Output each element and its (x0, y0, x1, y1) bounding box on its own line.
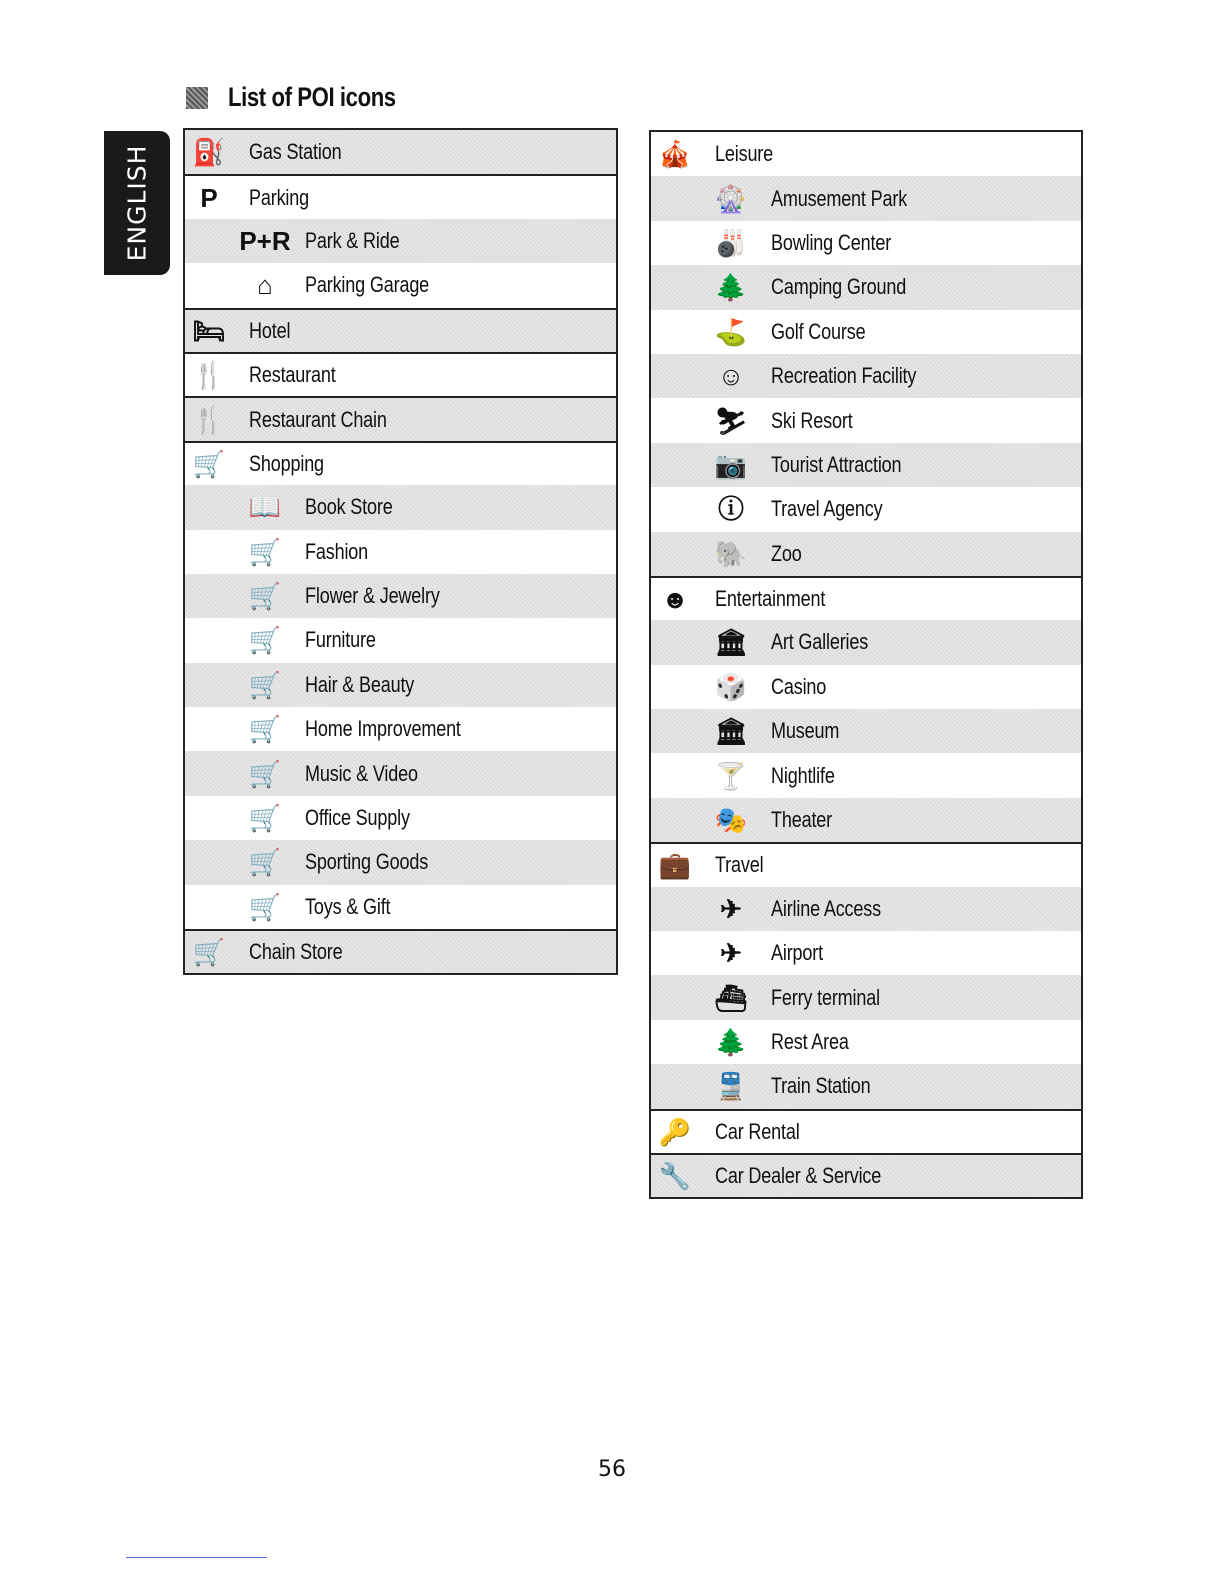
poi-label: Parking Garage (305, 272, 430, 298)
shopping-cart-icon: 🛒 (248, 536, 282, 567)
leisure-icon: 🎪 (658, 139, 692, 170)
shopping-cart-icon: 🛒 (248, 847, 282, 878)
poi-label: Car Rental (715, 1118, 800, 1144)
shopping-cart-icon: 🛒 (248, 625, 282, 656)
poi-row (651, 354, 1081, 398)
page-title: List of POI icons (228, 82, 396, 112)
poi-row (651, 576, 1081, 620)
poi-list-left (183, 128, 618, 975)
restaurant-icon: 🍴 (192, 360, 226, 391)
recreation-icon: ☺ (717, 361, 745, 392)
poi-row (651, 709, 1081, 753)
camera-icon: 📷 (714, 449, 748, 480)
parking-garage-icon: ⌂ (257, 270, 273, 301)
poi-row (185, 618, 616, 662)
poi-row (185, 174, 616, 218)
poi-row (651, 887, 1081, 931)
poi-row (185, 929, 616, 973)
poi-label: Book Store (305, 494, 393, 520)
poi-label: Airline Access (771, 895, 882, 921)
poi-label: Art Galleries (771, 629, 869, 655)
poi-label: Chain Store (249, 939, 343, 965)
poi-row (185, 263, 616, 307)
poi-label: Car Dealer & Service (715, 1163, 882, 1189)
section-bullet-icon (186, 87, 208, 109)
poi-label: Zoo (771, 540, 802, 566)
poi-label: Furniture (305, 627, 376, 653)
shopping-cart-icon: 🛒 (192, 448, 226, 479)
poi-label: Ski Resort (771, 407, 853, 433)
poi-label: Music & Video (305, 760, 418, 786)
info-icon: ⓘ (717, 494, 744, 525)
poi-label: Bowling Center (771, 229, 892, 255)
elephant-icon: 🐘 (714, 538, 748, 569)
poi-label: Amusement Park (771, 185, 908, 211)
poi-row (651, 1153, 1081, 1197)
poi-label: Golf Course (771, 318, 866, 344)
car-dealer-icon: 🔧 (658, 1161, 692, 1192)
poi-row (651, 665, 1081, 709)
poi-label: Gas Station (249, 139, 342, 165)
poi-label: Museum (771, 718, 840, 744)
gas-station-icon: ⛽ (192, 137, 226, 168)
poi-row (185, 352, 616, 396)
poi-label: Office Supply (305, 805, 410, 831)
poi-row (185, 530, 616, 574)
skier-icon: ⛷ (714, 405, 748, 436)
shopping-cart-icon: 🛒 (192, 937, 226, 968)
poi-row (185, 219, 616, 263)
ferry-icon: ⛴ (714, 982, 748, 1013)
airplane-icon: ✈ (720, 893, 742, 924)
poi-label: Ferry terminal (771, 984, 880, 1010)
poi-row (651, 975, 1081, 1019)
poi-label: Home Improvement (305, 716, 461, 742)
language-label: ENGLISH (122, 144, 152, 262)
golf-flag-icon: ⛳ (714, 316, 748, 347)
poi-row (651, 443, 1081, 487)
airplane-icon: ✈ (720, 938, 742, 969)
entertainment-icon: ☻ (661, 584, 689, 615)
shopping-cart-icon: 🛒 (248, 581, 282, 612)
poi-row (651, 931, 1081, 975)
poi-row (185, 396, 616, 440)
rest-area-icon: 🌲 (714, 1027, 748, 1057)
poi-row (185, 308, 616, 352)
parking-icon: P (200, 182, 218, 213)
page-number: 56 (598, 1457, 626, 1482)
poi-row (651, 132, 1081, 176)
poi-row (185, 574, 616, 618)
poi-label: Rest Area (771, 1029, 849, 1054)
car-rental-icon: 🔑 (658, 1116, 692, 1147)
poi-row (651, 176, 1081, 220)
poi-row (651, 798, 1081, 842)
poi-label: Travel Agency (771, 496, 883, 522)
poi-label: Casino (771, 673, 827, 699)
park-and-ride-icon: P+R (239, 225, 291, 256)
poi-row (185, 130, 616, 174)
poi-row (185, 796, 616, 840)
gallery-building-icon: 🏛 (714, 627, 748, 658)
poi-row (185, 707, 616, 751)
poi-label: Tourist Attraction (771, 451, 902, 477)
museum-building-icon: 🏛 (714, 716, 748, 747)
poi-label: Airport (771, 940, 823, 966)
poi-row (185, 885, 616, 929)
poi-label: Recreation Facility (771, 363, 917, 389)
poi-label: Theater (771, 807, 833, 833)
bowling-icon: 🎳 (714, 227, 748, 258)
poi-label: Leisure (715, 141, 774, 167)
poi-row (651, 620, 1081, 664)
poi-label: Nightlife (771, 762, 835, 788)
poi-label: Travel (715, 852, 764, 878)
poi-label: Park & Ride (305, 227, 400, 253)
poi-label: Restaurant Chain (249, 406, 387, 432)
poi-list-right (649, 130, 1083, 1199)
poi-row (651, 1020, 1081, 1064)
poi-label: Sporting Goods (305, 849, 429, 875)
poi-label: Restaurant (249, 362, 336, 388)
poi-row (651, 1064, 1081, 1108)
theater-masks-icon: 🎭 (714, 805, 748, 836)
dice-icon: 🎲 (714, 671, 748, 702)
restaurant-chain-icon: 🍴 (192, 404, 226, 435)
poi-row (651, 310, 1081, 354)
suitcase-icon: 💼 (658, 850, 692, 881)
poi-label: Parking (249, 184, 310, 210)
train-icon: 🚆 (714, 1071, 748, 1102)
camping-icon: 🌲 (714, 272, 748, 303)
poi-label: Entertainment (715, 586, 826, 612)
poi-label: Toys & Gift (305, 893, 391, 919)
cocktail-icon: 🍸 (714, 760, 748, 791)
shopping-cart-icon: 🛒 (248, 714, 282, 745)
poi-label: Hair & Beauty (305, 671, 415, 697)
poi-row (651, 1109, 1081, 1153)
shopping-cart-icon: 🛒 (248, 803, 282, 834)
poi-label: Hotel (249, 317, 291, 343)
poi-row (651, 842, 1081, 886)
amusement-park-icon: 🎡 (714, 183, 748, 214)
language-side-tab (104, 131, 170, 275)
poi-label: Camping Ground (771, 274, 907, 300)
poi-row (651, 532, 1081, 576)
poi-row (651, 265, 1081, 309)
hotel-icon: 🛏 (192, 315, 226, 346)
poi-row (185, 840, 616, 884)
poi-row (651, 398, 1081, 442)
poi-row (185, 663, 616, 707)
shopping-cart-icon: 🛒 (248, 758, 282, 789)
poi-label: Train Station (771, 1073, 871, 1099)
poi-row (651, 753, 1081, 797)
poi-row (185, 751, 616, 795)
section-title (186, 82, 433, 113)
poi-row (185, 485, 616, 529)
poi-label: Shopping (249, 450, 324, 476)
footer-rule (126, 1557, 267, 1558)
shopping-cart-icon: 🛒 (248, 669, 282, 700)
book-icon: 📖 (248, 492, 282, 523)
poi-row (651, 221, 1081, 265)
poi-row (651, 487, 1081, 531)
poi-label: Fashion (305, 538, 369, 564)
poi-label: Flower & Jewelry (305, 583, 440, 609)
poi-row (185, 441, 616, 485)
shopping-cart-icon: 🛒 (248, 891, 282, 922)
